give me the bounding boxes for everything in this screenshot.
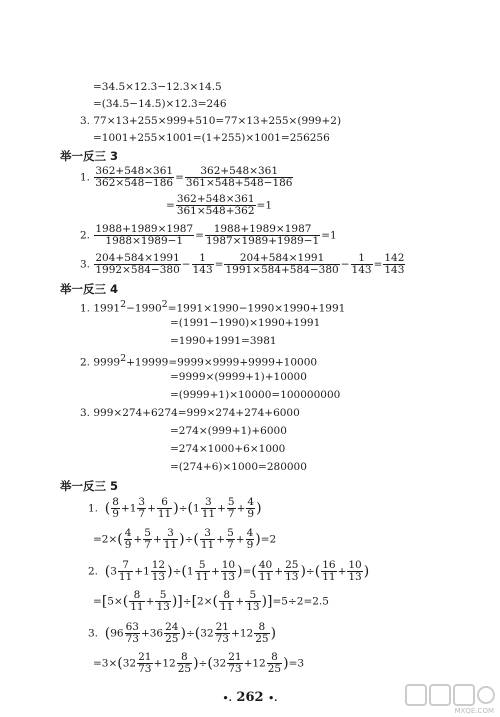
equation: 2. $\frac{1988+1989\times 1987}{1988\times 1989-1}$ = $\frac{1988+1989\times 1987}{1987\times 1989+1989-1}$ =1 [80, 223, 337, 247]
watermark-text: MXQE.COM [454, 707, 494, 715]
equation: 3. (96 $\frac{63}{73}$ +36 $\frac{24}{25}$ )÷(32 $\frac{21}{73}$ +12 $\frac{8}{25}$ ) [88, 621, 277, 645]
section-heading: 举一反三 3 [60, 149, 119, 163]
equation: =[5×( $\frac{8}{11}$ + $\frac{5}{13}$ )]÷[2×( $\frac{8}{11}$ + $\frac{5}{13}$ )]=5÷2=2.5 [93, 589, 329, 613]
line: 3. 77×13+255×999+510=77×13+255×(999+2) [80, 115, 342, 127]
equation: 1. $\frac{362+548\times 361}{362\times 548-186}$ = $\frac{362+548\times 361}{361\times 548+548-186}$ [80, 165, 293, 189]
section-heading: 举一反三 5 [60, 479, 119, 493]
line: =34.5×12.3−12.3×14.5 [93, 81, 222, 93]
equation: =2×( $\frac{4}{9}$ + $\frac{5}{7}$ + $\frac{3}{11}$ )÷( $\frac{3}{11}$ + $\frac{5}{7}$ + $\frac{4}{9}$ )=2 [93, 527, 277, 551]
line: =(9999+1)×10000=100000000 [170, 389, 341, 401]
line: =274×1000+6×1000 [170, 443, 286, 455]
page-number: •. 262 •. [222, 690, 278, 705]
equation: 1. ( $\frac{8}{9}$ +1 $\frac{3}{7}$ + $\frac{6}{11}$ )÷(1 $\frac{3}{11}$ + $\frac{5}{7}$ + $\frac{4}{9}$ ) [88, 496, 262, 520]
line: =1990+1991=3981 [170, 335, 277, 347]
equation: =3×(32 $\frac{21}{73}$ +12 $\frac{8}{25}$ )÷(32 $\frac{21}{73}$ +12 $\frac{8}{25}$ )=3 [93, 651, 305, 675]
line: =(1991−1990)×1990+1991 [170, 317, 321, 329]
line: 1. $1991^2-1990^2=1991\times 1990-1990\times 1990+1991$ [80, 299, 346, 315]
line: =(274+6)×1000=280000 [170, 461, 307, 473]
equation: 2. (3 $\frac{7}{11}$ +1 $\frac{12}{13}$ )÷(1 $\frac{5}{11}$ + $\frac{10}{13}$ )=( $\frac{40}{11}$ + $\frac{25}{13}$ )÷( $\frac{16}{11}$ + $\frac{10}{13}$ ) [88, 559, 370, 583]
line: 3. 999×274+6274=999×274+274+6000 [80, 407, 300, 419]
line: =9999×(9999+1)+10000 [170, 371, 307, 383]
line: 2. $9999^2+19999=9999\times 9999+9999+10000$ [80, 353, 318, 369]
equation: 3. $\frac{204+584\times 1991}{1992\times 584-380}$ − $\frac{1}{143}$ = $\frac{204+584\times 1991}{1991\times 584+584-380}$ − $\frac{1}{143}$ = $\frac{142}{143}$ [80, 252, 405, 276]
line: =(34.5−14.5)×12.3=246 [93, 98, 227, 110]
line: =274×(999+1)+6000 [170, 425, 287, 437]
equation: = $\frac{362+548\times 361}{361\times 548+362}$ =1 [166, 193, 273, 217]
line: =1001+255×1001=(1+255)×1001=256256 [93, 132, 330, 144]
section-heading: 举一反三 4 [60, 282, 119, 296]
